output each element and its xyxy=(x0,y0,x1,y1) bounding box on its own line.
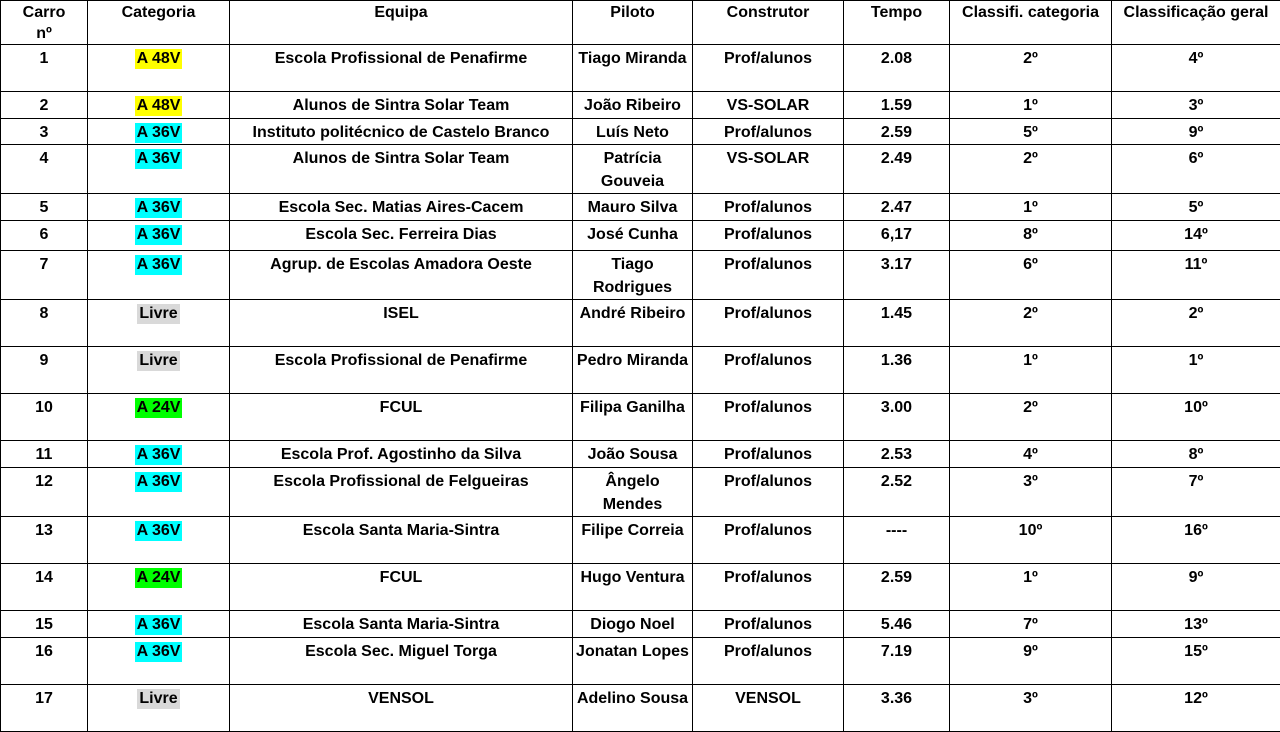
cell-classificacao-geral: 16º xyxy=(1112,517,1280,564)
cell-piloto: Filipa Ganilha xyxy=(573,394,693,441)
table-row xyxy=(1,119,1280,145)
cell-classificacao-categoria: 2º xyxy=(950,45,1112,92)
cell-categoria xyxy=(88,92,230,119)
table-row xyxy=(1,638,1280,685)
cell-equipa: Escola Santa Maria-Sintra xyxy=(230,611,573,638)
cell-classificacao-geral: 13º xyxy=(1112,611,1280,638)
cell-tempo: 2.08 xyxy=(844,45,950,92)
cell-construtor: Prof/alunos xyxy=(693,611,844,638)
cell-carro: 8 xyxy=(1,300,88,347)
cell-classificacao-geral: 8º xyxy=(1112,441,1280,468)
cell-categoria xyxy=(88,194,230,221)
cell-classificacao-categoria: 3º xyxy=(950,685,1112,732)
category-badge: A 36V xyxy=(135,615,183,635)
table-row xyxy=(1,300,1280,347)
cell-classificacao-geral: 5º xyxy=(1112,194,1280,221)
cell-equipa: Escola Profissional de Penafirme xyxy=(230,347,573,394)
cell-equipa: Escola Sec. Matias Aires-Cacem xyxy=(230,194,573,221)
cell-equipa: Alunos de Sintra Solar Team xyxy=(230,92,573,119)
header-construtor: Construtor xyxy=(693,1,844,45)
cell-piloto: Luís Neto xyxy=(573,119,693,145)
table-row xyxy=(1,517,1280,564)
cell-construtor: Prof/alunos xyxy=(693,441,844,468)
cell-construtor: Prof/alunos xyxy=(693,194,844,221)
header-tempo: Tempo xyxy=(844,1,950,45)
cell-categoria xyxy=(88,145,230,194)
table-row xyxy=(1,194,1280,221)
table-row xyxy=(1,611,1280,638)
category-badge: A 36V xyxy=(135,255,183,275)
table-row xyxy=(1,441,1280,468)
cell-piloto: Jonatan Lopes xyxy=(573,638,693,685)
header-categoria: Categoria xyxy=(88,1,230,45)
table-row xyxy=(1,347,1280,394)
cell-tempo: 2.52 xyxy=(844,468,950,517)
cell-equipa: Escola Profissional de Felgueiras xyxy=(230,468,573,517)
cell-piloto: Hugo Ventura xyxy=(573,564,693,611)
cell-equipa: Alunos de Sintra Solar Team xyxy=(230,145,573,194)
cell-categoria xyxy=(88,347,230,394)
cell-construtor: Prof/alunos xyxy=(693,468,844,517)
cell-piloto: Tiago Rodrigues xyxy=(573,251,693,300)
cell-construtor: Prof/alunos xyxy=(693,45,844,92)
cell-classificacao-categoria: 4º xyxy=(950,441,1112,468)
category-badge: Livre xyxy=(137,351,179,371)
cell-classificacao-categoria: 2º xyxy=(950,145,1112,194)
cell-construtor: Prof/alunos xyxy=(693,300,844,347)
cell-classificacao-geral: 3º xyxy=(1112,92,1280,119)
cell-carro: 16 xyxy=(1,638,88,685)
cell-tempo: 2.47 xyxy=(844,194,950,221)
cell-classificacao-geral: 6º xyxy=(1112,145,1280,194)
cell-carro: 10 xyxy=(1,394,88,441)
cell-carro: 5 xyxy=(1,194,88,221)
cell-categoria xyxy=(88,611,230,638)
category-badge: A 36V xyxy=(135,198,183,218)
cell-tempo: 2.59 xyxy=(844,119,950,145)
table-row xyxy=(1,221,1280,251)
cell-tempo: 7.19 xyxy=(844,638,950,685)
cell-equipa: VENSOL xyxy=(230,685,573,732)
cell-construtor: Prof/alunos xyxy=(693,119,844,145)
cell-piloto: Tiago Miranda xyxy=(573,45,693,92)
cell-classificacao-categoria: 9º xyxy=(950,638,1112,685)
cell-categoria xyxy=(88,685,230,732)
cell-tempo: 2.59 xyxy=(844,564,950,611)
cell-classificacao-categoria: 6º xyxy=(950,251,1112,300)
cell-carro: 3 xyxy=(1,119,88,145)
cell-piloto: Pedro Miranda xyxy=(573,347,693,394)
cell-classificacao-categoria: 2º xyxy=(950,394,1112,441)
cell-tempo: 3.17 xyxy=(844,251,950,300)
cell-carro: 9 xyxy=(1,347,88,394)
cell-classificacao-categoria: 7º xyxy=(950,611,1112,638)
cell-categoria xyxy=(88,638,230,685)
cell-classificacao-categoria: 2º xyxy=(950,300,1112,347)
category-badge: A 24V xyxy=(135,398,183,418)
cell-classificacao-geral: 10º xyxy=(1112,394,1280,441)
cell-classificacao-geral: 2º xyxy=(1112,300,1280,347)
table-row xyxy=(1,45,1280,92)
cell-classificacao-categoria: 5º xyxy=(950,119,1112,145)
category-badge: A 48V xyxy=(135,49,183,69)
cell-tempo: 3.36 xyxy=(844,685,950,732)
category-badge: A 36V xyxy=(135,123,183,143)
cell-carro: 4 xyxy=(1,145,88,194)
cell-classificacao-categoria: 1º xyxy=(950,347,1112,394)
cell-piloto: Ângelo Mendes xyxy=(573,468,693,517)
header-classificacao-categoria: Classifi. categoria xyxy=(950,1,1112,45)
cell-construtor: Prof/alunos xyxy=(693,394,844,441)
cell-classificacao-categoria: 8º xyxy=(950,221,1112,251)
category-badge: A 36V xyxy=(135,472,183,492)
cell-tempo: 2.49 xyxy=(844,145,950,194)
cell-classificacao-geral: 4º xyxy=(1112,45,1280,92)
cell-construtor: VENSOL xyxy=(693,685,844,732)
cell-tempo: ---- xyxy=(844,517,950,564)
cell-classificacao-geral: 9º xyxy=(1112,119,1280,145)
cell-equipa: Agrup. de Escolas Amadora Oeste xyxy=(230,251,573,300)
cell-categoria xyxy=(88,441,230,468)
cell-piloto: Diogo Noel xyxy=(573,611,693,638)
cell-construtor: Prof/alunos xyxy=(693,347,844,394)
cell-equipa: FCUL xyxy=(230,564,573,611)
cell-classificacao-categoria: 1º xyxy=(950,564,1112,611)
category-badge: A 36V xyxy=(135,642,183,662)
cell-classificacao-categoria: 10º xyxy=(950,517,1112,564)
cell-piloto: José Cunha xyxy=(573,221,693,251)
cell-equipa: Escola Sec. Ferreira Dias xyxy=(230,221,573,251)
cell-construtor: VS-SOLAR xyxy=(693,92,844,119)
header-row xyxy=(1,1,1280,45)
cell-construtor: Prof/alunos xyxy=(693,221,844,251)
category-badge: A 36V xyxy=(135,149,183,169)
cell-piloto: André Ribeiro xyxy=(573,300,693,347)
cell-construtor: Prof/alunos xyxy=(693,564,844,611)
header-piloto: Piloto xyxy=(573,1,693,45)
cell-classificacao-geral: 9º xyxy=(1112,564,1280,611)
cell-carro: 1 xyxy=(1,45,88,92)
cell-tempo: 1.36 xyxy=(844,347,950,394)
category-badge: A 36V xyxy=(135,521,183,541)
cell-categoria xyxy=(88,517,230,564)
cell-construtor: Prof/alunos xyxy=(693,638,844,685)
cell-carro: 17 xyxy=(1,685,88,732)
header-equipa: Equipa xyxy=(230,1,573,45)
cell-categoria xyxy=(88,468,230,517)
cell-equipa: Escola Santa Maria-Sintra xyxy=(230,517,573,564)
cell-classificacao-geral: 11º xyxy=(1112,251,1280,300)
cell-carro: 11 xyxy=(1,441,88,468)
cell-tempo: 1.45 xyxy=(844,300,950,347)
cell-carro: 6 xyxy=(1,221,88,251)
cell-categoria xyxy=(88,394,230,441)
cell-tempo: 1.59 xyxy=(844,92,950,119)
cell-tempo: 2.53 xyxy=(844,441,950,468)
cell-classificacao-geral: 12º xyxy=(1112,685,1280,732)
category-badge: A 24V xyxy=(135,568,183,588)
cell-piloto: João Ribeiro xyxy=(573,92,693,119)
cell-equipa: Escola Sec. Miguel Torga xyxy=(230,638,573,685)
cell-categoria xyxy=(88,300,230,347)
cell-equipa: ISEL xyxy=(230,300,573,347)
table-row xyxy=(1,251,1280,300)
cell-classificacao-geral: 7º xyxy=(1112,468,1280,517)
cell-categoria xyxy=(88,221,230,251)
table-row xyxy=(1,564,1280,611)
cell-categoria xyxy=(88,251,230,300)
cell-equipa: FCUL xyxy=(230,394,573,441)
cell-carro: 12 xyxy=(1,468,88,517)
cell-tempo: 3.00 xyxy=(844,394,950,441)
header-carro: Carro nº xyxy=(1,1,88,45)
cell-carro: 2 xyxy=(1,92,88,119)
cell-tempo: 5.46 xyxy=(844,611,950,638)
category-badge: A 36V xyxy=(135,445,183,465)
cell-equipa: Escola Prof. Agostinho da Silva xyxy=(230,441,573,468)
category-badge: A 48V xyxy=(135,96,183,116)
header-classificacao-geral: Classificação geral xyxy=(1112,1,1280,45)
cell-carro: 13 xyxy=(1,517,88,564)
table-row xyxy=(1,685,1280,732)
cell-categoria xyxy=(88,119,230,145)
table-row xyxy=(1,92,1280,119)
category-badge: A 36V xyxy=(135,225,183,245)
cell-construtor: Prof/alunos xyxy=(693,251,844,300)
cell-equipa: Instituto politécnico de Castelo Branco xyxy=(230,119,573,145)
cell-tempo: 6,17 xyxy=(844,221,950,251)
cell-classificacao-geral: 14º xyxy=(1112,221,1280,251)
cell-carro: 7 xyxy=(1,251,88,300)
cell-categoria xyxy=(88,45,230,92)
cell-construtor: Prof/alunos xyxy=(693,517,844,564)
category-badge: Livre xyxy=(137,689,179,709)
cell-piloto: Filipe Correia xyxy=(573,517,693,564)
cell-piloto: Adelino Sousa xyxy=(573,685,693,732)
cell-categoria xyxy=(88,564,230,611)
cell-equipa: Escola Profissional de Penafirme xyxy=(230,45,573,92)
table-row xyxy=(1,145,1280,194)
cell-piloto: Mauro Silva xyxy=(573,194,693,221)
cell-classificacao-geral: 1º xyxy=(1112,347,1280,394)
table-row xyxy=(1,468,1280,517)
cell-piloto: João Sousa xyxy=(573,441,693,468)
cell-carro: 14 xyxy=(1,564,88,611)
cell-construtor: VS-SOLAR xyxy=(693,145,844,194)
cell-classificacao-categoria: 3º xyxy=(950,468,1112,517)
cell-carro: 15 xyxy=(1,611,88,638)
cell-classificacao-categoria: 1º xyxy=(950,194,1112,221)
cell-piloto: Patrícia Gouveia xyxy=(573,145,693,194)
cell-classificacao-categoria: 1º xyxy=(950,92,1112,119)
cell-classificacao-geral: 15º xyxy=(1112,638,1280,685)
category-badge: Livre xyxy=(137,304,179,324)
table-row xyxy=(1,394,1280,441)
